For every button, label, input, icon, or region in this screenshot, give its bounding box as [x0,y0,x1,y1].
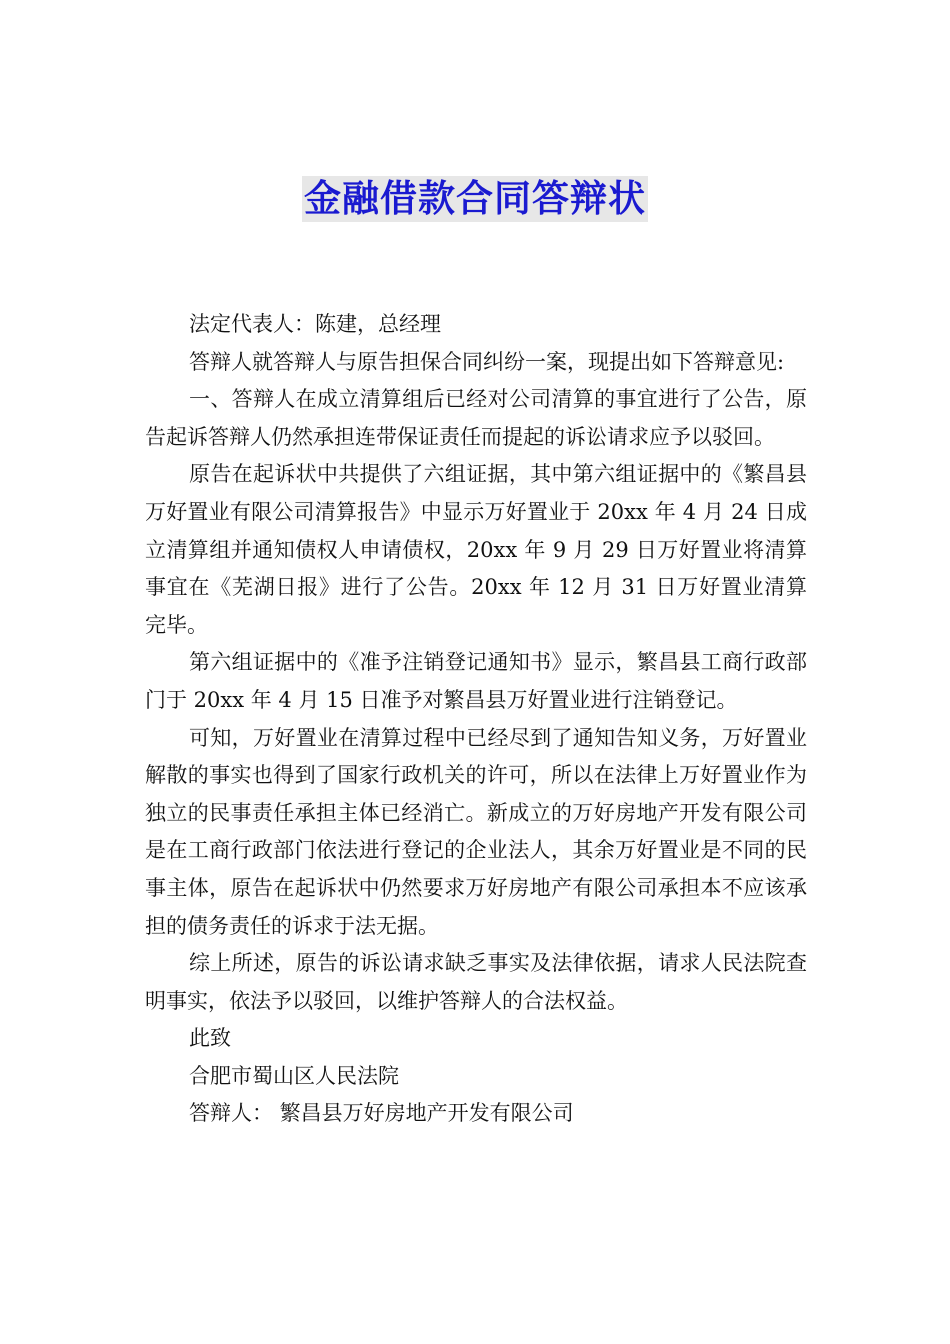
opening-paragraph: 答辩人就答辩人与原告担保合同纠纷一案，现提出如下答辩意见: [189,349,785,374]
analysis-paragraph: 可知，万好置业在清算过程中已经尽到了通知告知义务，万好置业解散的事实也得到了国家行政机关的许可，所以在法律上万好置业作为独立的民事责任承担主体已经消亡。新成立的万好房地产开发有限公司是在工商行政部门依法进行登记的企业法人，其余万好置业是不同的民事主体，原告在起诉状中仍然要求万好房地产有限公司承担本不应该承担的债务责任的诉求于法无据。 [145,725,807,938]
respondent-line: 答辩人： 繁昌县万好房地产开发有限公司 [189,1101,574,1126]
legal-representative-line: 法定代表人：陈建，总经理 [189,312,441,336]
title-container [0,176,950,222]
defense-point-one: 一、答辩人在成立清算组后已经对公司清算的事宜进行了公告，原告起诉答辩人仍然承担连带保证责任而提起的诉讼请求应予以驳回。 [145,387,807,449]
court-name-line: 合肥市蜀山区人民法院 [189,1063,399,1088]
conclusion-paragraph: 综上所述，原告的诉讼请求缺乏事实及法律依据，请求人民法院查明事实，依法予以驳回，以维护答辩人的合法权益。 [145,951,807,1013]
document-body [145,306,807,1133]
document-title: 金融借款合同答辩状 [304,177,646,220]
salutation-line: 此致 [189,1026,231,1051]
deregistration-paragraph: 第六组证据中的《准予注销登记通知书》显示，繁昌县工商行政部门于 20xx 年 4 月 15 日准予对繁昌县万好置业进行注销登记。 [145,650,807,712]
evidence-paragraph: 原告在起诉状中共提供了六组证据，其中第六组证据中的《繁昌县万好置业有限公司清算报告》中显示万好置业于 20xx 年 4 月 24 日成立清算组并通知债权人申请债权，20xx 年 9 月 29 日万好置业将清算事宜在《芜湖日报》进行了公告。20xx 年 12 月 31 日万好置业清算完毕。 [145,462,807,637]
